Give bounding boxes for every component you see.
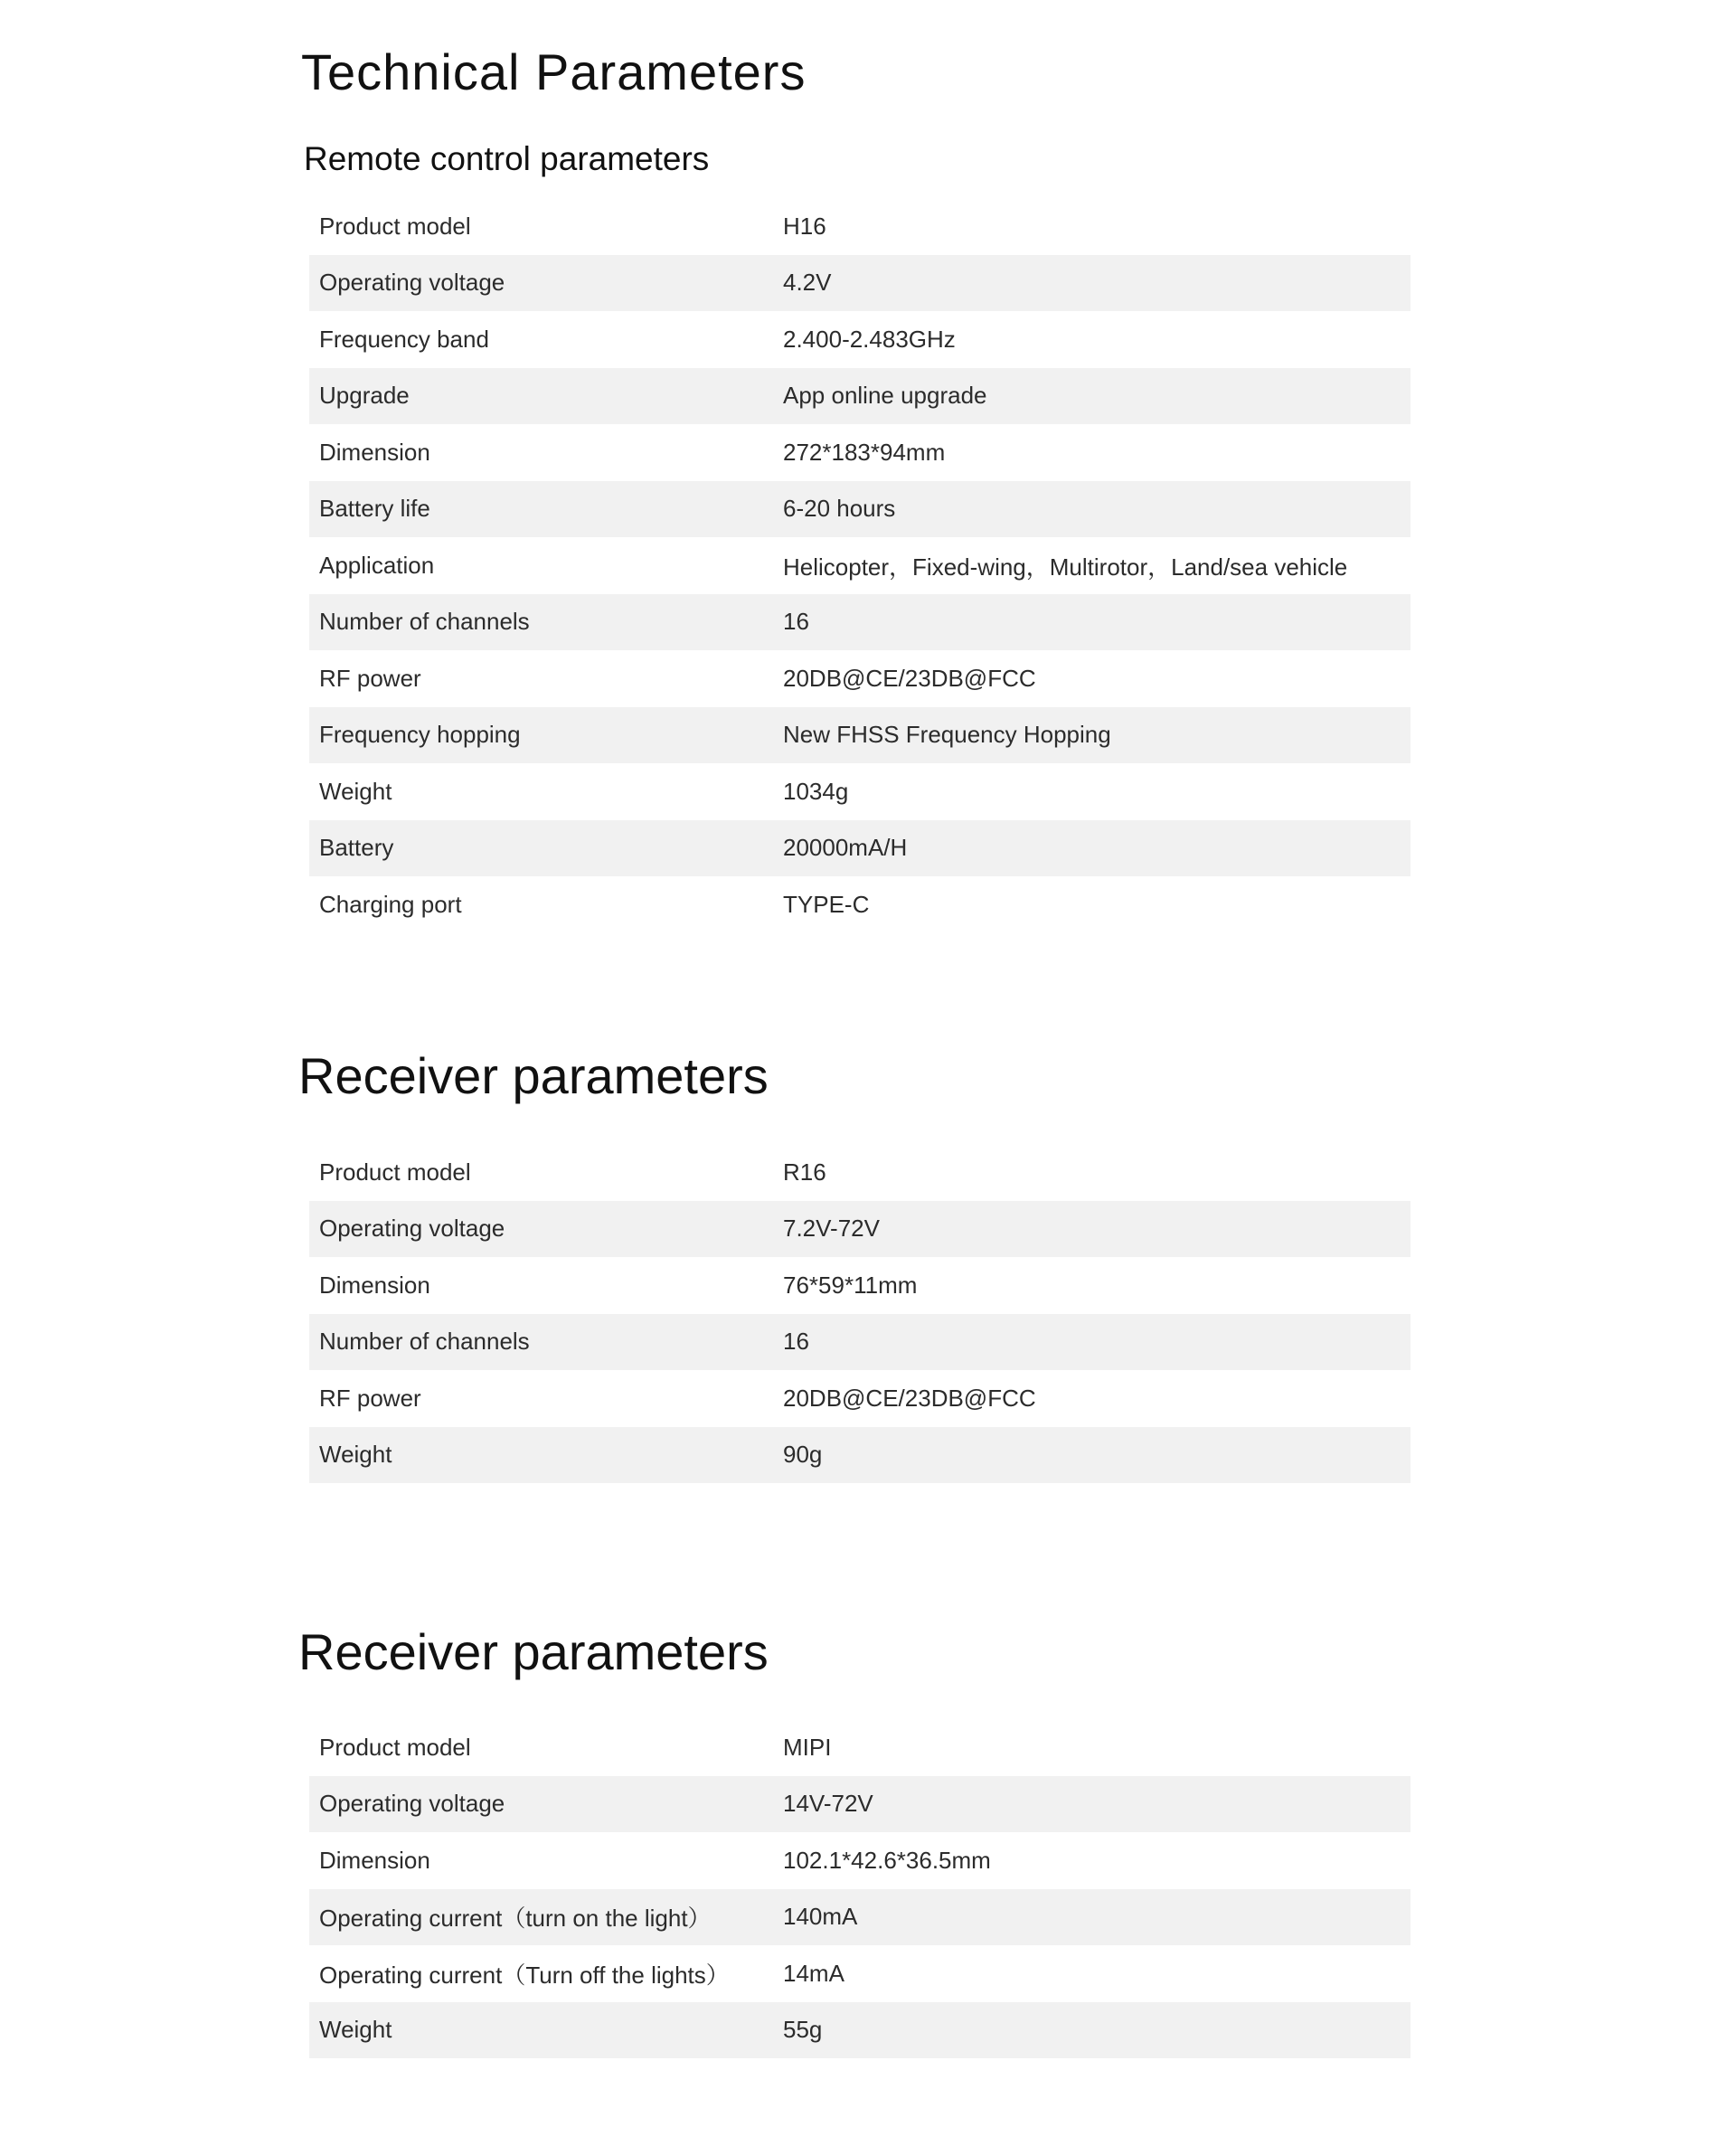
receiver-spec-table <box>309 1144 1410 1483</box>
spec-value: 90g <box>783 1441 823 1469</box>
spec-label: Weight <box>319 777 392 805</box>
table-row <box>309 255 1410 312</box>
spec-value: 6-20 hours <box>783 495 896 523</box>
spec-label: Product model <box>319 1158 471 1186</box>
table-row <box>309 1370 1410 1427</box>
spec-value: 140mA <box>783 1903 858 1931</box>
spec-label: Product model <box>319 212 471 240</box>
spec-label: Upgrade <box>319 382 410 410</box>
spec-label: Operating current（turn on the light） <box>319 1905 712 1933</box>
table-row <box>309 311 1410 368</box>
spec-label: Operating current（Turn off the lights） <box>319 1961 730 1989</box>
spec-label: Operating voltage <box>319 269 505 297</box>
spec-value: 76*59*11mm <box>783 1271 918 1299</box>
page-title: Technical Parameters <box>301 43 807 100</box>
table-row <box>309 1427 1410 1484</box>
spec-label: Operating voltage <box>319 1790 505 1818</box>
spec-label: Charging port <box>319 890 462 918</box>
spec-label: Application <box>319 551 435 579</box>
spec-value: TYPE-C <box>783 890 870 918</box>
table-row <box>309 368 1410 425</box>
spec-value: H16 <box>783 212 826 240</box>
spec-value: 20DB@CE/23DB@FCC <box>783 664 1036 692</box>
spec-value: 16 <box>783 608 809 636</box>
spec-label: Battery life <box>319 495 430 523</box>
receiver-section-title-2: Receiver parameters <box>298 1623 769 1680</box>
spec-label: Operating voltage <box>319 1215 505 1243</box>
spec-value: 1034g <box>783 777 849 805</box>
table-row <box>309 763 1410 820</box>
table-row <box>309 876 1410 933</box>
spec-label: RF power <box>319 1384 421 1412</box>
table-row <box>309 1889 1410 1946</box>
spec-label: Frequency band <box>319 325 489 353</box>
spec-value: 102.1*42.6*36.5mm <box>783 1846 991 1874</box>
spec-value: 7.2V-72V <box>783 1215 880 1243</box>
table-row <box>309 594 1410 651</box>
table-row <box>309 1201 1410 1258</box>
spec-label: Battery <box>319 834 394 862</box>
spec-label: Dimension <box>319 1846 430 1874</box>
spec-value: Helicopter，Fixed-wing，Multirotor，Land/sea vehicle <box>783 553 1348 581</box>
receiver-section-title: Receiver parameters <box>298 1047 769 1104</box>
spec-value: 14mA <box>783 1959 844 1987</box>
table-row <box>309 424 1410 481</box>
spec-label: RF power <box>319 664 421 692</box>
spec-value: New FHSS Frequency Hopping <box>783 721 1111 749</box>
spec-label: Product model <box>319 1733 471 1761</box>
table-row <box>309 537 1410 594</box>
spec-label: Dimension <box>319 1271 430 1299</box>
spec-label: Number of channels <box>319 608 530 636</box>
spec-value: MIPI <box>783 1733 832 1761</box>
table-row <box>309 1144 1410 1201</box>
spec-value: 55g <box>783 2016 823 2044</box>
spec-value: 4.2V <box>783 269 832 297</box>
table-row <box>309 1719 1410 1776</box>
table-row <box>309 650 1410 707</box>
spec-label: Frequency hopping <box>319 721 521 749</box>
table-row <box>309 820 1410 877</box>
spec-value: 20000mA/H <box>783 834 908 862</box>
spec-value: R16 <box>783 1158 826 1186</box>
table-row <box>309 1776 1410 1833</box>
table-row <box>309 1832 1410 1889</box>
table-row <box>309 198 1410 255</box>
spec-label: Weight <box>319 2016 392 2044</box>
spec-label: Number of channels <box>319 1328 530 1356</box>
table-row <box>309 707 1410 764</box>
table-row <box>309 2002 1410 2059</box>
spec-value: 14V-72V <box>783 1790 873 1818</box>
spec-value: 16 <box>783 1328 809 1356</box>
remote-section-title: Remote control parameters <box>304 140 710 177</box>
table-row <box>309 481 1410 538</box>
remote-spec-table <box>309 198 1410 933</box>
spec-value: App online upgrade <box>783 382 987 410</box>
table-row <box>309 1314 1410 1371</box>
receiver-spec-table-2 <box>309 1719 1410 2058</box>
spec-label: Dimension <box>319 438 430 466</box>
spec-value: 272*183*94mm <box>783 438 946 466</box>
table-row <box>309 1257 1410 1314</box>
spec-label: Weight <box>319 1441 392 1469</box>
spec-value: 2.400-2.483GHz <box>783 325 956 353</box>
table-row <box>309 1945 1410 2002</box>
spec-value: 20DB@CE/23DB@FCC <box>783 1384 1036 1412</box>
